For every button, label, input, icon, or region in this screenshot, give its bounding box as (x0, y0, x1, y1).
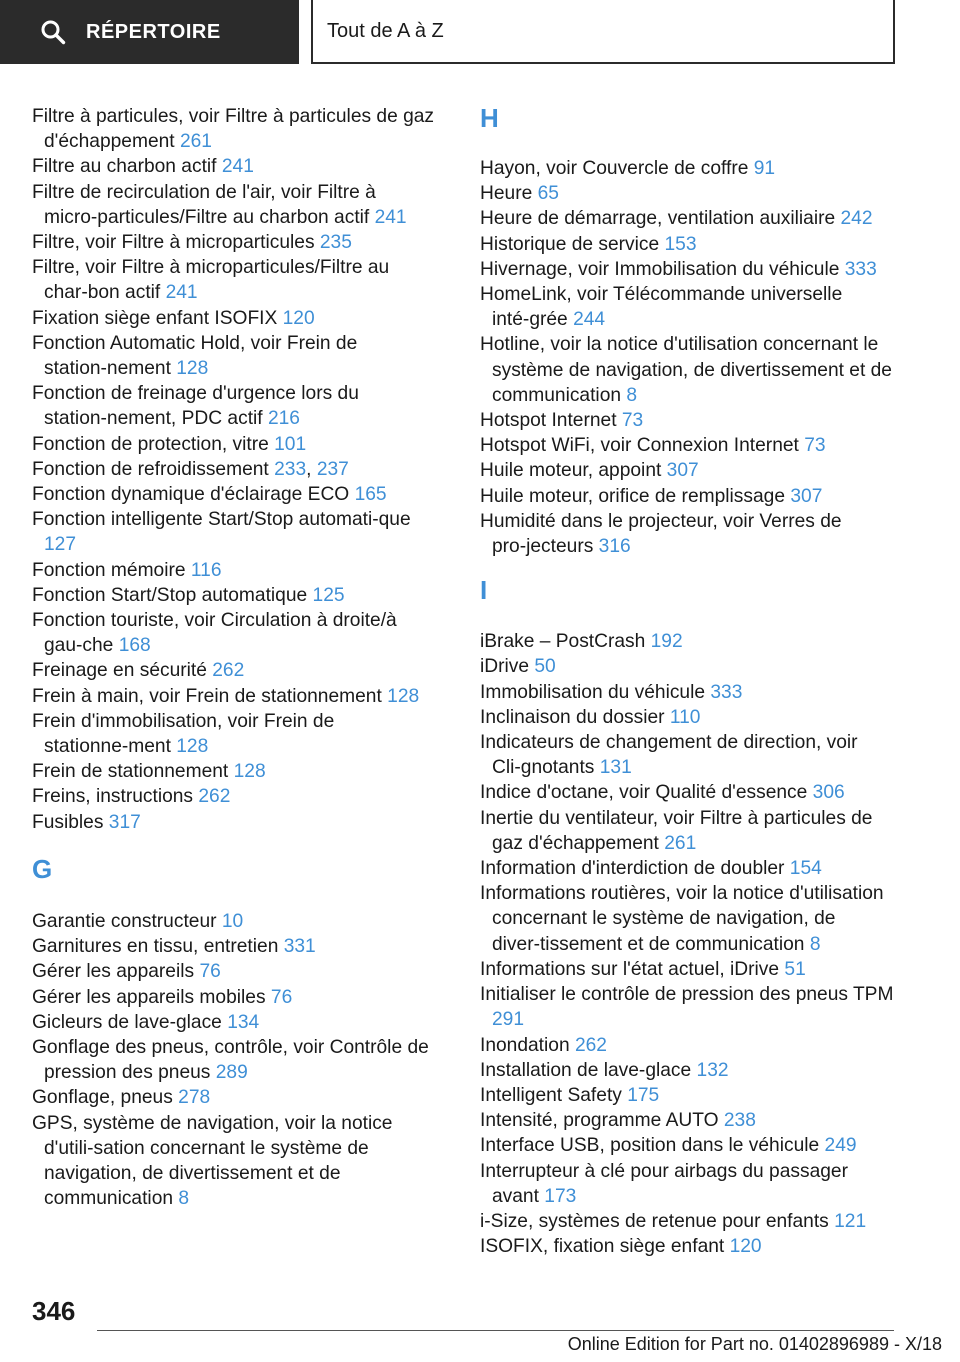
index-entry (480, 806, 896, 856)
index-entry (480, 705, 896, 730)
index-entry (480, 257, 896, 282)
index-entry (480, 957, 896, 982)
entry-text: iBrake – PostCrash (480, 631, 646, 653)
page-link[interactable]: 262 (198, 786, 231, 808)
page-link[interactable]: 8 (178, 1188, 190, 1210)
entry-text: Initialiser le contrôle de pression des pneus TPM (480, 984, 894, 1006)
index-entry (32, 482, 442, 507)
page-link[interactable]: 333 (710, 681, 743, 703)
page-link[interactable]: 76 (199, 961, 221, 983)
page-link[interactable]: 10 (221, 910, 244, 932)
page-link[interactable]: 291 (492, 1009, 525, 1031)
index-entry (480, 181, 896, 206)
page-link[interactable]: 154 (789, 858, 822, 880)
entry-text: Garantie constructeur (32, 910, 217, 932)
entry-text: Fonction intelligente Start/Stop automati‑que (32, 509, 411, 531)
entry-text: Fusibles (32, 811, 104, 833)
page-link[interactable]: 128 (387, 685, 420, 707)
entry-text: Humidité dans le projecteur, voir Verres de pro‑jecteurs (480, 510, 842, 558)
index-entry (32, 230, 442, 255)
index-entry (32, 331, 442, 381)
page-link[interactable]: 237 (316, 458, 349, 480)
index-entry (480, 1133, 896, 1158)
entry-text: Hotspot WiFi, voir Connexion Internet (480, 435, 799, 457)
entry-text: GPS, système de navigation, voir la notice d'utili‑sation concernant le système de navigation, de divertissement et de communication (32, 1112, 393, 1210)
entry-text: Fonction dynamique d'éclairage ECO (32, 484, 350, 506)
page-link[interactable]: 91 (753, 158, 776, 179)
index-entry (32, 507, 442, 557)
entry-text: Freins, instructions (32, 786, 194, 808)
index-entry (480, 629, 896, 654)
entry-text: Fonction de freinage d'urgence lors du station‑nement, PDC actif (32, 383, 359, 430)
page-number: 346 (32, 1296, 76, 1326)
page-link[interactable]: 128 (176, 736, 209, 758)
page-link[interactable]: 116 (190, 559, 222, 581)
page-link[interactable]: 132 (696, 1059, 729, 1081)
index-entry (480, 458, 896, 483)
index-label: RÉPERTOIRE (86, 20, 221, 43)
index-entry (32, 1035, 442, 1085)
page-link[interactable]: 261 (179, 131, 212, 153)
entry-text: Informations sur l'état actuel, iDrive (480, 958, 780, 980)
entry-text: Inertie du ventilateur, voir Filtre à particules de gaz d'échappement (480, 807, 873, 854)
entry-text: Hivernage, voir Immobilisation du véhicule (480, 258, 840, 280)
page-link[interactable]: 8 (626, 384, 638, 406)
page-link[interactable]: 110 (669, 706, 701, 728)
index-entry (480, 1159, 896, 1209)
entry-text: Gérer les appareils (32, 961, 195, 983)
page-link[interactable]: 134 (227, 1011, 260, 1033)
index-entry (480, 156, 896, 181)
index-entry (32, 381, 442, 431)
page-link[interactable]: 120 (282, 307, 315, 329)
page-link[interactable]: 153 (664, 233, 697, 255)
entry-text: Intensité, programme AUTO (480, 1110, 719, 1132)
entry-text: Heure de démarrage, ventilation auxiliaire (480, 208, 836, 230)
letter-heading: H (480, 103, 499, 133)
letter-heading: I (480, 575, 488, 606)
index-entry (480, 1209, 896, 1234)
entry-text: Fonction mémoire (32, 559, 186, 581)
page-link[interactable]: 306 (812, 782, 845, 804)
index-entry (32, 684, 442, 709)
index-entry: Fonction de refroidissement 233, 237 (32, 458, 349, 480)
page-link[interactable]: 168 (118, 635, 151, 657)
page-link[interactable]: 242 (840, 208, 873, 230)
page-link[interactable]: 317 (108, 811, 141, 833)
entry-text: Filtre au charbon actif (32, 156, 217, 178)
entry-text: Interrupteur à clé pour airbags du passager avant (480, 1160, 848, 1207)
entry-text: Inclinaison du dossier (480, 706, 665, 728)
entry-text: Fonction de refroidissement (32, 458, 269, 480)
page-link[interactable]: 101 (274, 433, 307, 455)
entry-text: Hayon, voir Couvercle de coffre (480, 158, 749, 179)
entry-text: Inondation (480, 1034, 570, 1056)
entry-text: Gonflage, pneus (32, 1087, 173, 1109)
entry-text: Filtre, voir Filtre à microparticules (32, 232, 315, 254)
page-link[interactable]: 244 (573, 309, 606, 331)
index-entry (32, 306, 442, 331)
page-link[interactable]: 307 (666, 460, 699, 482)
entry-text: Immobilisation du véhicule (480, 681, 706, 703)
index-column-right (480, 104, 896, 1259)
entry-text: Huile moteur, orifice de remplissage (480, 485, 786, 507)
index-entry (480, 282, 896, 332)
index-entry (480, 1033, 896, 1058)
entry-text: Hotline, voir la notice d'utilisation concernant le système de navigation, de divertissement et de communication (480, 334, 892, 406)
index-entry (480, 332, 896, 408)
index-entry (32, 909, 442, 934)
page-link[interactable]: 73 (804, 435, 826, 457)
index-entry (32, 1085, 442, 1110)
section-tab[interactable] (311, 0, 895, 64)
entry-text: Intelligent Safety (480, 1084, 622, 1106)
page-link[interactable]: 192 (650, 631, 683, 653)
page-link[interactable]: 238 (723, 1110, 756, 1132)
section-title: Tout de A à Z (327, 19, 444, 42)
page-link[interactable]: 261 (664, 832, 697, 854)
page-link[interactable]: 51 (784, 958, 806, 980)
index-entry (480, 232, 896, 257)
index-entry (32, 759, 442, 784)
index-entry (32, 1111, 442, 1212)
entry-text: Frein de stationnement (32, 761, 229, 783)
page-link[interactable]: 262 (574, 1034, 607, 1056)
entry-text: Fixation siège enfant ISOFIX (32, 307, 278, 329)
page-link[interactable]: 8 (809, 933, 821, 955)
page-link[interactable]: 241 (374, 206, 407, 228)
page-link[interactable]: 241 (221, 156, 254, 178)
entry-text: Information d'interdiction de doubler (480, 858, 785, 880)
page-link[interactable]: 50 (534, 656, 556, 678)
entry-text: Fonction touriste, voir Circulation à droite/à gau‑che (32, 610, 397, 657)
page-link[interactable]: 73 (621, 410, 644, 432)
index-button[interactable] (0, 0, 299, 64)
page-link[interactable]: 278 (178, 1087, 211, 1109)
index-column-left (32, 104, 442, 1211)
page-link[interactable]: 125 (312, 584, 345, 606)
entry-text: Fonction Start/Stop automatique (32, 584, 308, 606)
entry-text: Installation de lave‑glace (480, 1059, 692, 1081)
index-entry (480, 408, 896, 433)
index-entry (32, 432, 442, 457)
page-link[interactable]: 127 (44, 534, 77, 556)
entry-text: Hotspot Internet (480, 410, 617, 432)
page-link[interactable]: 131 (599, 757, 632, 779)
edition-note: Online Edition for Part no. 01402896989 - X/18 (567, 1334, 942, 1354)
search-icon (40, 19, 66, 45)
entry-text: Gicleurs de lave‑glace (32, 1011, 222, 1033)
page-link[interactable]: 333 (844, 258, 877, 280)
page-link[interactable]: 121 (834, 1210, 867, 1232)
index-entry (32, 658, 442, 683)
page-link[interactable]: 128 (176, 358, 209, 380)
entry-text: Interface USB, position dans le véhicule (480, 1135, 820, 1157)
index-entry (480, 1108, 896, 1133)
index-entry (32, 255, 442, 305)
index-entry (32, 709, 442, 759)
entry-text: Frein à main, voir Frein de stationnement (32, 685, 382, 707)
entry-text: Filtre à particules, voir Filtre à particules de gaz d'échappement (32, 106, 435, 153)
index-entry (480, 780, 896, 805)
page-link[interactable]: 316 (598, 536, 631, 558)
page-link[interactable]: 262 (212, 660, 245, 682)
page-link[interactable]: 216 (267, 408, 300, 430)
page-link[interactable]: 173 (544, 1185, 577, 1207)
index-entry (32, 154, 442, 179)
index-entry (480, 484, 896, 509)
index-entry (480, 730, 896, 780)
index-entry (32, 985, 442, 1010)
index-entry (32, 180, 442, 230)
entry-text: iDrive (480, 656, 530, 678)
index-entry (480, 1058, 896, 1083)
page-link[interactable]: 65 (537, 183, 559, 205)
page-link[interactable]: 307 (790, 485, 823, 507)
entry-text: Historique de service (480, 233, 660, 255)
top-bar (0, 0, 960, 66)
index-entry (32, 934, 442, 959)
entry-text: Gérer les appareils mobiles (32, 986, 266, 1008)
entry-text: Fonction Automatic Hold, voir Frein de station‑nement (32, 332, 358, 380)
entry-text: i‑Size, systèmes de retenue pour enfants (480, 1210, 829, 1232)
index-entry (480, 881, 896, 957)
index-entry (32, 608, 442, 658)
index-entry (480, 206, 896, 231)
page-link[interactable]: 331 (283, 936, 316, 958)
index-entry (32, 810, 442, 835)
page-link[interactable]: 289 (215, 1062, 248, 1084)
entry-text: Frein d'immobilisation, voir Frein de stationne‑ment (32, 710, 335, 758)
page-link[interactable]: 128 (233, 761, 266, 783)
entry-text: Freinage en sécurité (32, 660, 207, 682)
index-entry (480, 856, 896, 881)
index-entry (480, 654, 896, 679)
page-link[interactable]: 235 (319, 232, 352, 254)
page-link[interactable]: 120 (729, 1236, 762, 1258)
index-entry (480, 433, 896, 458)
entry-text: Heure (480, 183, 533, 205)
index-entry (32, 104, 442, 154)
entry-text: Huile moteur, appoint (480, 460, 662, 482)
entry-text: HomeLink, voir Télécommande universelle inté‑grée (480, 284, 843, 331)
index-entry (480, 509, 896, 559)
entry-text: Filtre, voir Filtre à microparticules/Filtre au char‑bon actif (32, 257, 390, 304)
page-link[interactable]: 249 (824, 1135, 857, 1157)
entry-text: Filtre de recirculation de l'air, voir Filtre à micro‑particules/Filtre au charbon actif (32, 181, 376, 228)
index-entry (480, 680, 896, 705)
entry-text: Informations routières, voir la notice d'utilisation concernant le système de navigation, de diver‑tissement et de communication (480, 883, 884, 955)
index-entry (480, 1234, 896, 1259)
footer-divider (97, 1330, 894, 1331)
entry-text: Garnitures en tissu, entretien (32, 936, 279, 958)
entry-text: Fonction de protection, vitre (32, 433, 269, 455)
page-link[interactable]: 76 (270, 986, 293, 1008)
entry-text: Indicateurs de changement de direction, voir Cli‑gnotants (480, 732, 858, 779)
index-entry (32, 959, 442, 984)
page-link[interactable]: 165 (354, 484, 387, 506)
page-link[interactable]: 175 (627, 1084, 660, 1106)
letter-heading: G (32, 853, 53, 884)
index-entry (32, 784, 442, 809)
index-entry (32, 558, 442, 583)
entry-text: Indice d'octane, voir Qualité d'essence (480, 782, 808, 804)
page-link[interactable]: 241 (165, 282, 198, 304)
index-entry (480, 1083, 896, 1108)
entry-text: Gonflage des pneus, contrôle, voir Contrôle de pression des pneus (32, 1036, 429, 1084)
entry-text: ISOFIX, fixation siège enfant (480, 1236, 725, 1258)
index-entry (480, 982, 896, 1032)
index-entry (32, 583, 442, 608)
page-link[interactable]: 233 (274, 458, 307, 480)
index-entry (32, 1010, 442, 1035)
